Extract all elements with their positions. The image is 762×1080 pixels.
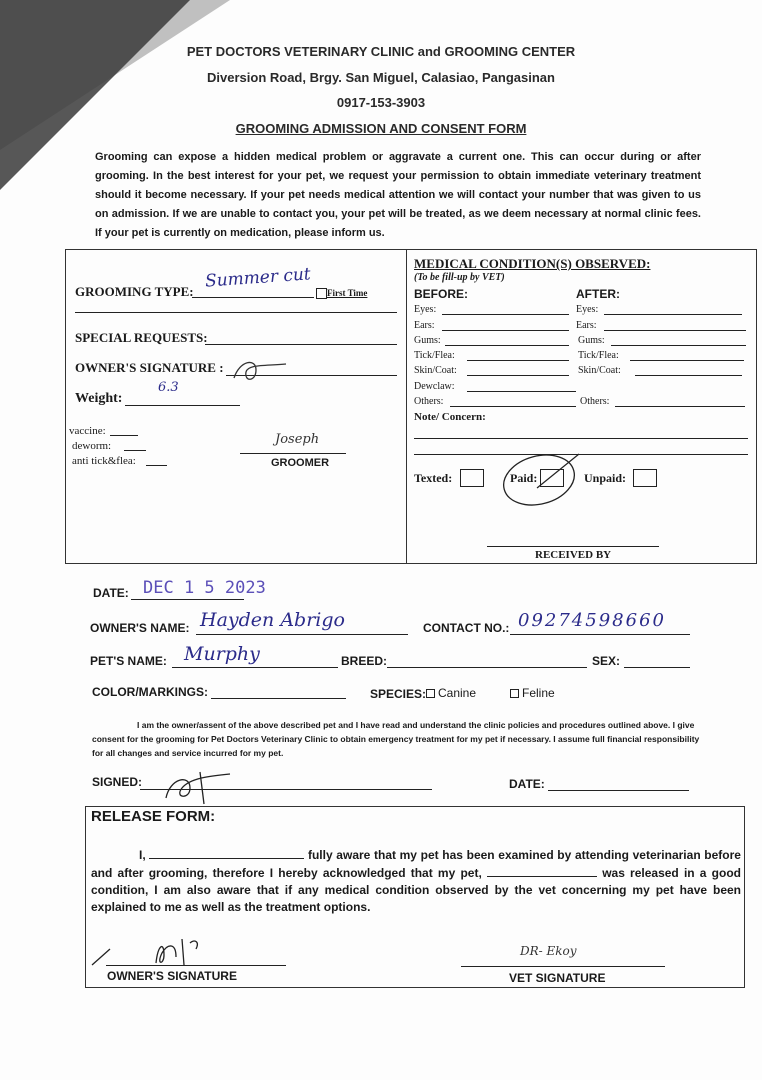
release-title: RELEASE FORM: [91,808,216,825]
contact-value[interactable]: 09274598660 [518,610,666,631]
breed-line[interactable] [387,667,587,668]
owner-signature-label: OWNER'S SIGNATURE : [75,360,224,375]
after-gums-line[interactable] [611,345,746,346]
before-gums-line[interactable] [445,345,569,346]
paid-label: Paid: [510,471,538,485]
signed-label: SIGNED: [92,775,143,789]
medical-subtitle: (To be fill-up by VET) [414,272,505,283]
form-title: GROOMING ADMISSION AND CONSENT FORM [235,121,527,136]
vet-sig-label: VET SIGNATURE [509,971,606,985]
after-skin-line[interactable] [635,375,742,376]
sex-line[interactable] [624,667,690,668]
pet-name-line [172,667,338,668]
date2-label: DATE: [509,777,545,791]
color-line[interactable] [211,698,346,699]
antitick-label: anti tick&flea: [72,455,136,467]
groomer-name: Joseph [275,432,320,447]
clinic-phone: 0917-153-3903 [336,95,426,110]
owner-name-line [196,634,408,635]
after-others-label: Others: [580,396,610,407]
before-gums-label: Gums: [414,335,441,346]
release-owner-sig-label: OWNER'S SIGNATURE [107,969,237,983]
after-tick-label: Tick/Flea: [578,350,619,361]
after-label: AFTER: [576,287,620,301]
texted-checkbox[interactable] [460,469,484,487]
before-tick-line[interactable] [467,360,569,361]
release-pet-name-blank[interactable] [487,864,597,877]
unpaid-label: Unpaid: [584,471,627,485]
received-by-line [487,546,659,547]
date-line [131,599,244,600]
pet-name-label: PET'S NAME: [90,654,167,668]
signed-signature-mark [160,768,240,806]
before-others-line[interactable] [450,406,576,407]
unpaid-checkbox[interactable] [633,469,657,487]
after-others-line[interactable] [615,406,745,407]
special-requests-line [205,344,397,345]
note-line-1[interactable] [414,438,748,439]
intro-paragraph: Grooming can expose a hidden medical problem or aggravate a current one. This can occur during or after grooming. In the best interest for your pet, we request your permission to obtain immediate veterinary treatment should it become necessary. If your pet needs medical attention we will contact your number that was given to us on admission. If we are unable to contact you, your pet will be treated, as we deem necessary at normal clinic fees. If your pet is currently on medication, please inform us. [95,151,701,239]
release-paragraph [91,846,741,916]
release-text-3: was released in a good condition, I am also aware that if any medical condition observed by the vet concerning my pet have been explained to me as well as the treatment options. [91,866,741,914]
date-stamp[interactable]: DEC 1 5 2023 [143,578,266,598]
release-text-1: I, [139,848,146,862]
date2-line[interactable] [548,790,689,791]
special-requests-label: SPECIAL REQUESTS: [75,330,208,345]
before-label: BEFORE: [414,287,468,301]
first-time-checkbox[interactable] [316,288,327,299]
feline-label: Feline [522,686,555,700]
owner-signature-mark [226,352,296,388]
after-gums-label: Gums: [578,335,605,346]
vet-sig-line [461,966,665,967]
contact-line [510,634,690,635]
consent-statement: I am the owner/assent of the above described pet and I have read and understand the clinic policies and procedures outlined above. I give consent for the grooming for Pet Doctors Veterinary Clinic to obtain emergency treatment for my pet if necessary. I assume full financial responsibility for all changes and service incurred for my pet. [92,720,700,758]
release-owner-sig-line [106,965,286,966]
before-others-label: Others: [414,396,444,407]
before-skin-label: Skin/Coat: [414,365,457,376]
vaccine-line [110,435,138,436]
vaccine-label: vaccine: [69,425,106,437]
before-eyes-line[interactable] [442,314,569,315]
breed-label: BREED: [341,654,388,668]
weight-label: Weight: [75,391,123,406]
medical-title: MEDICAL CONDITION(S) OBSERVED: [414,256,651,271]
before-ears-label: Ears: [414,320,435,331]
grooming-type-line-2 [75,312,397,313]
groomer-label: GROOMER [271,457,330,469]
antitick-line [146,465,167,466]
clinic-name: PET DOCTORS VETERINARY CLINIC and GROOMING CENTER [186,44,576,59]
canine-checkbox[interactable] [426,689,435,698]
before-dewclaw-line[interactable] [467,391,576,392]
texted-label: Texted: [414,471,453,485]
after-ears-label: Ears: [576,320,597,331]
after-ears-line[interactable] [604,330,746,331]
release-text-2: fully aware that my pet has been examined by attending veterinarian before and after grooming, therefore I hereby acknowledged that my pet, [91,848,741,880]
before-tick-label: Tick/Flea: [414,350,455,361]
after-tick-line[interactable] [630,360,744,361]
release-owner-name-blank[interactable] [149,846,304,859]
grooming-type-line [192,297,314,298]
owner-name-value[interactable]: Hayden Abrigo [200,609,345,631]
after-eyes-label: Eyes: [576,304,599,315]
weight-line [125,405,240,406]
date-label: DATE: [93,586,129,600]
received-by-label: RECEIVED BY [535,549,612,561]
note-label: Note/ Concern: [414,411,486,423]
box-divider [406,250,407,563]
weight-value[interactable]: 6.3 [158,380,179,395]
species-label: SPECIES: [370,687,427,701]
before-skin-line[interactable] [467,375,569,376]
contact-label: CONTACT NO.: [423,621,510,635]
color-label: COLOR/MARKINGS: [92,685,208,699]
pet-name-value[interactable]: Murphy [184,643,260,665]
grooming-type-value[interactable]: Summer cut [204,264,312,292]
canine-label: Canine [438,686,477,700]
before-ears-line[interactable] [442,330,569,331]
grooming-type-label: GROOMING TYPE: [75,284,194,299]
before-dewclaw-label: Dewclaw: [414,381,455,392]
after-eyes-line[interactable] [604,314,742,315]
sex-label: SEX: [592,654,621,668]
before-eyes-label: Eyes: [414,304,437,315]
vet-signature-value: DR- Ekoy [520,944,577,958]
deworm-label: deworm: [72,440,112,452]
feline-checkbox[interactable] [510,689,519,698]
owner-name-label: OWNER'S NAME: [90,621,190,635]
after-skin-label: Skin/Coat: [578,365,621,376]
groomer-line [240,453,346,454]
first-time-label: First Time [327,288,368,298]
deworm-line [124,450,146,451]
paid-circle-mark [497,448,587,508]
clinic-address: Diversion Road, Brgy. San Miguel, Calasiao, Pangasinan [207,70,555,85]
